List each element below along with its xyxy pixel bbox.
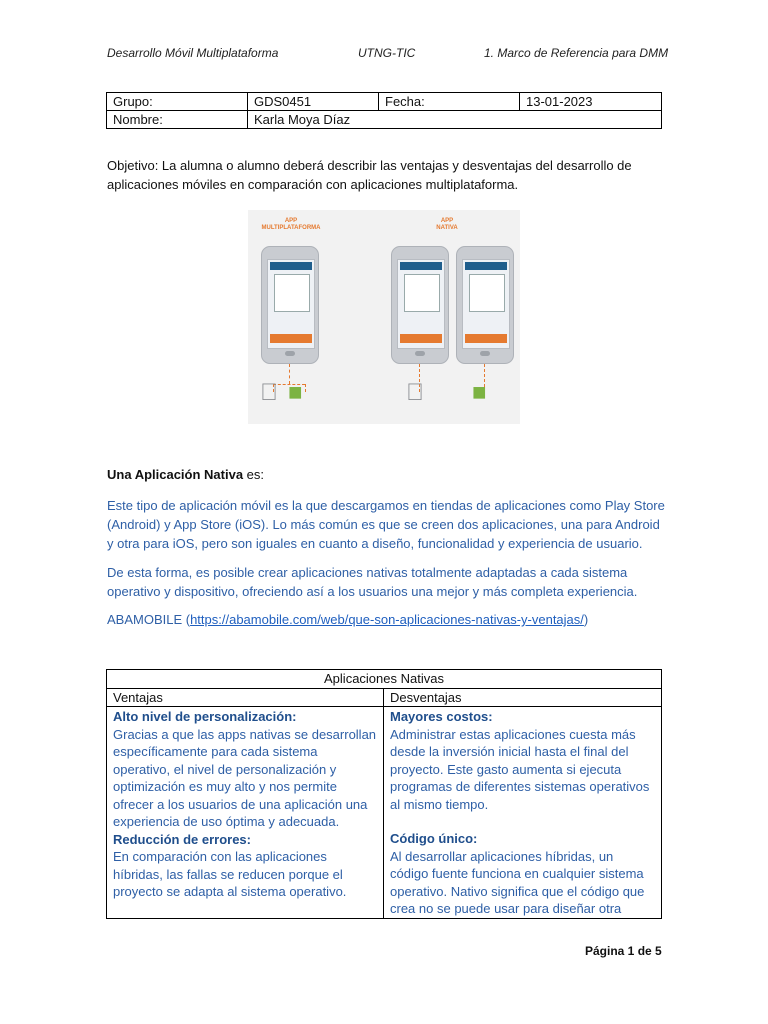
- header-course: Desarrollo Móvil Multiplataforma: [107, 46, 279, 60]
- paragraph-1: Este tipo de aplicación móvil es la que descargamos en tiendas de aplicaciones como Play Store (Android) y App Store (iOS). Lo más común es que se creen dos aplicaciones, una para Android y otra para iOS, pero son iguales en cuanto a diseño, funcionalidad y experiencia de usuario.: [107, 498, 665, 551]
- comparison-table: [106, 669, 662, 919]
- section-title-bold: Una Aplicación Nativa: [107, 467, 244, 482]
- source-close: ): [583, 612, 589, 627]
- column-header-desventajas: Desventajas: [384, 688, 662, 707]
- ventaja-title: Alto nivel de personalización:: [113, 709, 297, 724]
- apple-icon: [260, 381, 278, 405]
- nombre-label: Nombre:: [107, 111, 248, 129]
- objective-text: La alumna o alumno deberá describir las ventajas y desventajas del desarrollo de aplicaciones móviles en comparación con aplicaciones multiplataforma.: [107, 158, 632, 192]
- ventaja-body: Gracias a que las apps nativas se desarrollan específicamente para cada sistema operativo, el nivel de personalización y optimización es muy alto y nos permite ofrecer a los usuarios de una aplicación una experiencia de uso óptima y adecuada.: [113, 726, 377, 829]
- figure-label-native-line1: APP: [440, 218, 454, 224]
- figure-label-native-line2: NATIVA: [436, 225, 458, 231]
- grupo-value: GDS0451: [248, 93, 379, 111]
- paragraph-2: De esta forma, es posible crear aplicaciones nativas totalmente adaptadas a cada sistema operativo y dispositivo, ofreciendo así a los usuarios una mejor y más completa experiencia.: [107, 565, 638, 599]
- apple-icon: [406, 381, 424, 405]
- grupo-label: Grupo:: [107, 93, 248, 111]
- table-title: Aplicaciones Nativas: [107, 670, 662, 689]
- android-icon: ■: [472, 379, 487, 406]
- column-header-ventajas: Ventajas: [107, 688, 384, 707]
- desventajas-cell: [384, 707, 662, 919]
- page-number: Página 1 de 5: [585, 944, 662, 958]
- figure-label-multiplatform-line2: MULTIPLATAFORMA: [261, 225, 321, 231]
- ventaja-body: En comparación con las aplicaciones híbridas, las fallas se reducen porque el proyecto se adapta al sistema operativo.: [113, 849, 347, 899]
- android-icon: ■: [288, 379, 303, 406]
- phone-native-ios: [391, 246, 449, 364]
- desventaja-body: Al desarrollar aplicaciones híbridas, un código fuente funciona en cualquier sistema operativo. Nativo significa que el código que crea no se puede usar para diseñar otra: [390, 848, 645, 916]
- desventaja-title: Código único:: [390, 831, 478, 846]
- ventajas-cell: [107, 707, 384, 919]
- objective-label: Objetivo:: [107, 158, 159, 173]
- phone-native-android: [456, 246, 514, 364]
- app-types-figure: [248, 210, 520, 424]
- fecha-value: 13-01-2023: [520, 93, 662, 111]
- ventaja-title: Reducción de errores:: [113, 831, 251, 847]
- header-topic: 1. Marco de Referencia para DMM: [484, 46, 669, 60]
- header-institution: UTNG-TIC: [358, 46, 416, 60]
- figure-label-multiplatform: [252, 218, 330, 232]
- desventaja-body: Administrar estas aplicaciones cuesta más desde la inversión inicial hasta el final del proyecto. Este gasto aumenta si ejecuta programas de diferentes sistemas operativos al mismo tiempo.: [390, 726, 650, 812]
- fecha-label: Fecha:: [379, 93, 520, 111]
- nombre-value: Karla Moya Díaz: [248, 111, 662, 129]
- info-table: [106, 92, 662, 129]
- section-title: [107, 467, 264, 482]
- source-citation: [107, 610, 667, 629]
- source-name: ABAMOBILE (: [107, 612, 191, 627]
- section-title-rest: es:: [243, 467, 265, 482]
- source-link[interactable]: https://abamobile.com/web/que-son-aplicaciones-nativas-y-ventajas/: [190, 612, 584, 627]
- figure-label-multiplatform-line1: APP: [284, 218, 298, 224]
- desventaja-title: Mayores costos:: [390, 709, 493, 724]
- objective-paragraph: [107, 156, 667, 194]
- phone-multiplatform: [261, 246, 319, 364]
- figure-label-native: [424, 218, 470, 232]
